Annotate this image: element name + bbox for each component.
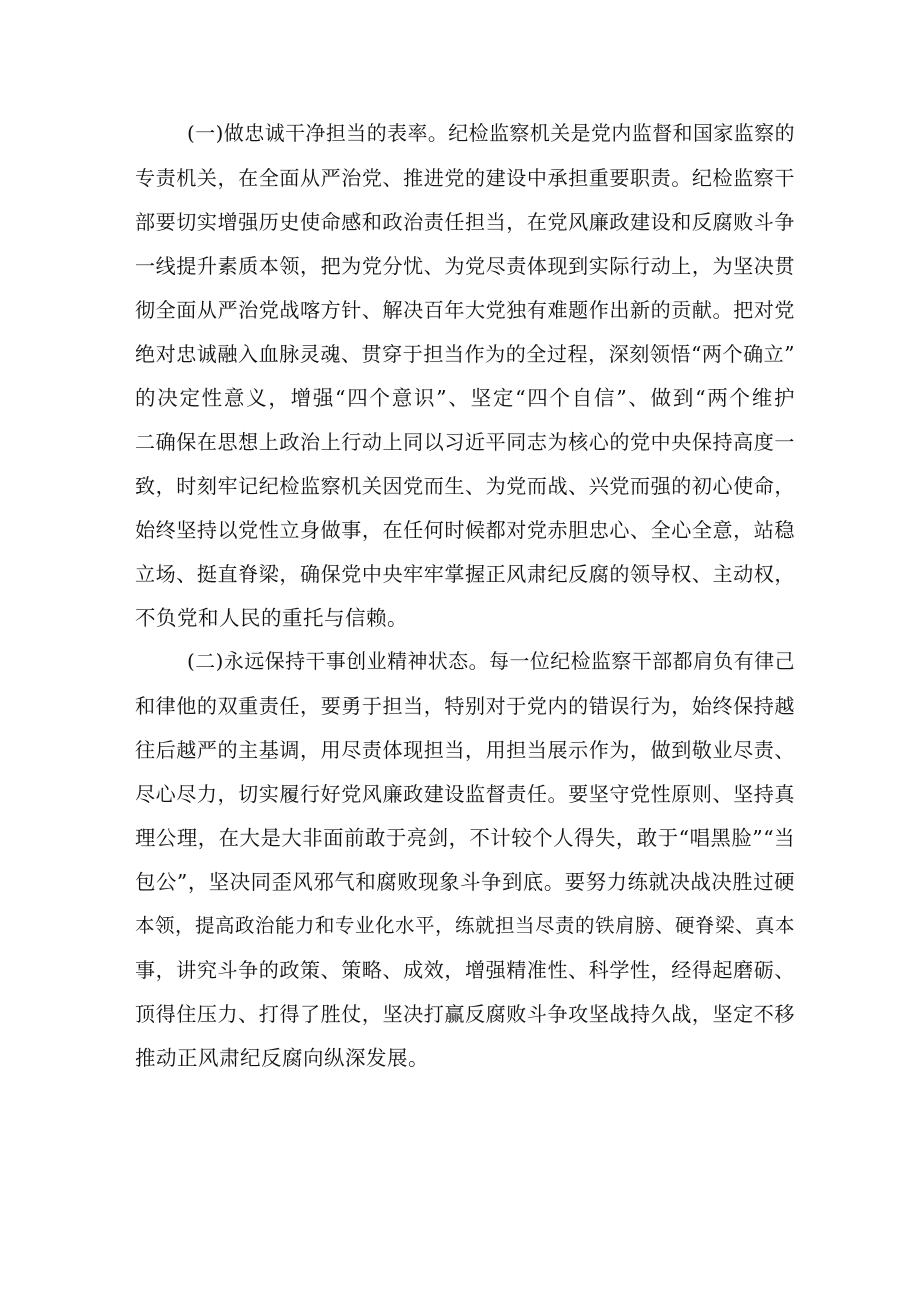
text-line: (二)永远保持干事创业精神状态。每一位纪检监察干部都肩负有律己	[187, 650, 795, 673]
text-line: 二确保在思想上政治上行动上同以习近平同志为核心的党中央保持高度一	[135, 430, 795, 454]
text-line: 一线提升素质本领，把为党分忧、为党尽责体现到实际行动上，为坚决贯	[135, 254, 795, 278]
text-line: 绝对忠诚融入血脉灵魂、贯穿于担当作为的全过程，深刻领悟“两个确立”	[135, 342, 795, 366]
text-line: 始终坚持以党性立身做事，在任何时候都对党赤胆忠心、全心全意，站稳	[135, 518, 795, 542]
text-line: 致，时刻牢记纪检监察机关因党而生、为党而战、兴党而强的初心使命，	[135, 474, 795, 498]
text-line: 本领，提高政治能力和专业化水平，练就担当尽责的铁肩膀、硬脊梁、真本	[135, 914, 795, 937]
text-line: 彻全面从严治党战喀方针、解决百年大党独有难题作出新的贡献。把对党	[135, 298, 795, 322]
text-line: 推动正风肃纪反腐向纵深发展。	[135, 1046, 429, 1070]
text-line: 往后越严的主基调，用尽责体现担当，用担当展示作为，做到敬业尽责、	[135, 738, 795, 762]
text-line: 和律他的双重责任，要勇于担当，特别对于党内的错误行为，始终保持越	[135, 694, 795, 718]
text-line: 理公理，在大是大非面前敢于亮剑，不计较个人得失，敢于“唱黑脸”“当	[135, 826, 795, 850]
text-line: 顶得住压力、打得了胜仗，坚决打赢反腐败斗争攻坚战持久战，坚定不移	[135, 1002, 795, 1026]
document-body	[135, 112, 795, 1080]
text-line: 包公”，坚决同歪风邪气和腐败现象斗争到底。要努力练就决战决胜过硬	[135, 870, 795, 894]
text-line: 的决定性意义，增强“四个意识”、坚定“四个自信”、做到“两个维护	[135, 386, 795, 410]
text-line: 专责机关，在全面从严治党、推进党的建设中承担重要职责。纪检监察干	[135, 166, 795, 190]
paragraph-1	[135, 112, 795, 640]
paragraph-2	[135, 640, 795, 1080]
text-line: 立场、挺直脊梁，确保党中央牢牢掌握正风肃纪反腐的领导权、主动权，	[135, 562, 795, 586]
text-line: 不负党和人民的重托与信赖。	[135, 606, 408, 630]
text-line: 尽心尽力，切实履行好党风廉政建设监督责任。要坚守党性原则、坚持真	[135, 782, 795, 806]
text-line: (一)做忠诚干净担当的表率。纪检监察机关是党内监督和国家监察的	[187, 122, 795, 145]
text-line: 部要切实增强历史使命感和政治责任担当，在党风廉政建设和反腐败斗争	[135, 210, 795, 234]
text-line: 事，讲究斗争的政策、策略、成效，增强精准性、科学性，经得起磨砺、	[135, 958, 795, 982]
